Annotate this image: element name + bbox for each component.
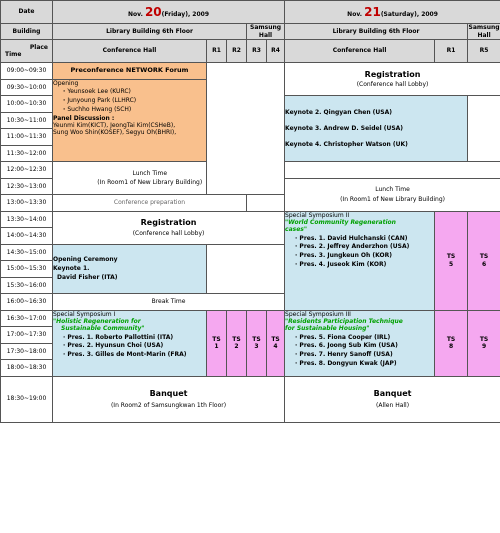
time-slot: 11:30~12:00 xyxy=(1,145,53,162)
symposium-3-theme: "Residents Participation Technique xyxy=(285,317,403,325)
time-slot: 09:30~10:00 xyxy=(1,79,53,96)
presentation-item: · Pres. 8. Dongyun Kwak (JAP) xyxy=(295,360,434,367)
ceremony-title: Opening Ceremony xyxy=(53,255,118,263)
building-label: Building xyxy=(1,24,53,40)
opening-ceremony xyxy=(53,244,207,294)
day1-room-r4: R4 xyxy=(267,40,285,63)
track-session-5: TS 5 xyxy=(435,211,468,310)
keynote-speaker: David Fisher (ITA) xyxy=(57,274,118,282)
track-session-6: TS 6 xyxy=(468,211,500,310)
day2-library-building: Library Building 6th Floor xyxy=(285,24,468,40)
track-session-8: TS 8 xyxy=(435,310,468,376)
day1-samsung-hall: Samsung Hall xyxy=(247,24,285,40)
symposium-2 xyxy=(285,211,435,310)
presentation-item: · Pres. 1. David Hulchanski (CAN) xyxy=(295,235,434,242)
track-session-1: TS 1 xyxy=(207,310,227,376)
time-slot: 13:30~14:00 xyxy=(1,211,53,228)
day2-samsung-empty xyxy=(468,96,500,162)
time-slot: 16:30~17:00 xyxy=(1,310,53,327)
keynote-item: Keynote 2. Qingyan Chen (USA) xyxy=(285,108,393,116)
day2-room-r5: R5 xyxy=(468,40,500,63)
day1-conference-hall: Conference Hall xyxy=(53,40,207,63)
opening-title: Opening xyxy=(53,79,79,87)
time-slot: 12:00~12:30 xyxy=(1,162,53,179)
presentation-item: · Pres. 4. Juseok Kim (KOR) xyxy=(295,261,434,268)
time-slot: 18:00~18:30 xyxy=(1,360,53,377)
forum-title: Preconference NETWORK Forum xyxy=(53,63,207,80)
day1-room-r1: R1 xyxy=(207,40,227,63)
symposium-3-theme: for Sustainable Housing" xyxy=(285,324,370,332)
presentation-item: · Pres. 7. Henry Sanoff (USA) xyxy=(295,351,434,358)
time-slot: 11:00~11:30 xyxy=(1,129,53,146)
presentation-item: · Pres. 3. Jungkeun Oh (KOR) xyxy=(295,252,434,259)
panel-line: Yeunmi Kim(KICT), JeongTai Kim(CSHeB), xyxy=(53,121,176,129)
track-session-3: TS 3 xyxy=(247,310,267,376)
time-slot: 15:00~15:30 xyxy=(1,261,53,278)
day2-conference-hall: Conference Hall xyxy=(285,40,435,63)
presentation-item: · Pres. 2. Hyunsun Choi (USA) xyxy=(63,342,206,349)
symposium-1 xyxy=(53,310,207,376)
time-slot: 17:00~17:30 xyxy=(1,327,53,344)
day1-banquet: Banquet (In Room2 of Samsungkwan 1th Floor) xyxy=(53,376,285,422)
time-slot: 09:00~09:30 xyxy=(1,63,53,80)
day2-lunch: Lunch Time (In Room1 of New Library Building) xyxy=(53,162,247,195)
time-slot: 16:00~16:30 xyxy=(1,294,53,311)
opening-person: · Junyoung Park (LLHRC) xyxy=(63,97,206,104)
track-session-9: TS 9 xyxy=(468,310,500,376)
day1-break: Break Time xyxy=(53,294,285,311)
symposium-1-title: Special Symposium I xyxy=(53,310,116,318)
keynote-item: Keynote 4. Christopher Watson (UK) xyxy=(285,141,408,149)
place-time-label: Place Time xyxy=(1,40,53,63)
opening-session xyxy=(53,79,207,162)
day1-registration: Registration (Conference hall Lobby) xyxy=(53,211,285,244)
presentation-item: · Pres. 1. Roberto Pallottini (ITA) xyxy=(63,334,206,341)
keynote-item: Keynote 3. Andrew D. Seidel (USA) xyxy=(285,124,404,132)
time-slot: 10:00~10:30 xyxy=(1,96,53,113)
opening-person: · Yeunsoek Lee (KURC) xyxy=(63,88,206,95)
opening-person: · Suchho Hwang (SCH) xyxy=(63,106,206,113)
presentation-item: · Pres. 5. Fiona Cooper (IRL) xyxy=(295,334,434,341)
presentation-item: · Pres. 3. Gilles de Mont-Marin (FRA) xyxy=(63,351,206,358)
time-slot: 15:30~16:00 xyxy=(1,277,53,294)
symposium-3-title: Special Symposium III xyxy=(285,310,351,318)
track-session-2: TS 2 xyxy=(227,310,247,376)
day1-room-r2: R2 xyxy=(227,40,247,63)
conference-prep: Conference preparation xyxy=(53,195,247,212)
panel-line: Sung Woo Shin(KOSEF), Segyu Oh(BHRI), xyxy=(53,129,177,137)
symposium-1-theme: Sustainable Community" xyxy=(61,324,145,332)
time-slot: 17:30~18:00 xyxy=(1,343,53,360)
presentation-item: · Pres. 2. Jeffrey Anderzhon (USA) xyxy=(295,243,434,250)
symposium-2-theme: cases" xyxy=(285,225,307,233)
track-session-4: TS 4 xyxy=(267,310,285,376)
symposium-2-title: Special Symposium II xyxy=(285,211,350,219)
day1-lunch: Lunch Time (In Room1 of New Library Building) xyxy=(285,178,500,211)
time-slot: 14:30~15:00 xyxy=(1,244,53,261)
symposium-3 xyxy=(285,310,435,376)
date-label: Date xyxy=(1,1,53,24)
time-slot: 18:30~19:00 xyxy=(1,376,53,422)
presentation-item: · Pres. 6. Joong Sub Kim (USA) xyxy=(295,342,434,349)
time-slot: 13:00~13:30 xyxy=(1,195,53,212)
keynote-title: Keynote 1. xyxy=(53,265,90,273)
day2-banquet: Banquet (Allen Hall) xyxy=(285,376,500,422)
day1-room-r3: R3 xyxy=(247,40,267,63)
day1-library-building: Library Building 6th Floor xyxy=(53,24,247,40)
day1-date: Nov. 20(Friday), 2009 xyxy=(53,1,285,24)
day2-date: Nov. 21(Saturday), 2009 xyxy=(285,1,500,24)
day1-rooms-empty-pm xyxy=(207,244,285,294)
day2-registration: Registration (Conference hall Lobby) xyxy=(285,63,500,96)
symposium-1-theme: "Holistic Regeneration for xyxy=(53,317,141,325)
panel-title: Panel Discussion : xyxy=(53,114,115,122)
time-slot: 14:00~14:30 xyxy=(1,228,53,245)
day2-samsung-hall: Samsung Hall xyxy=(468,24,500,39)
day2-keynotes xyxy=(285,96,468,162)
time-slot: 12:30~13:00 xyxy=(1,178,53,195)
time-slot: 10:30~11:00 xyxy=(1,112,53,129)
symposium-2-theme: "World Community Regeneration xyxy=(285,218,396,226)
day2-room-r1: R1 xyxy=(435,40,468,63)
